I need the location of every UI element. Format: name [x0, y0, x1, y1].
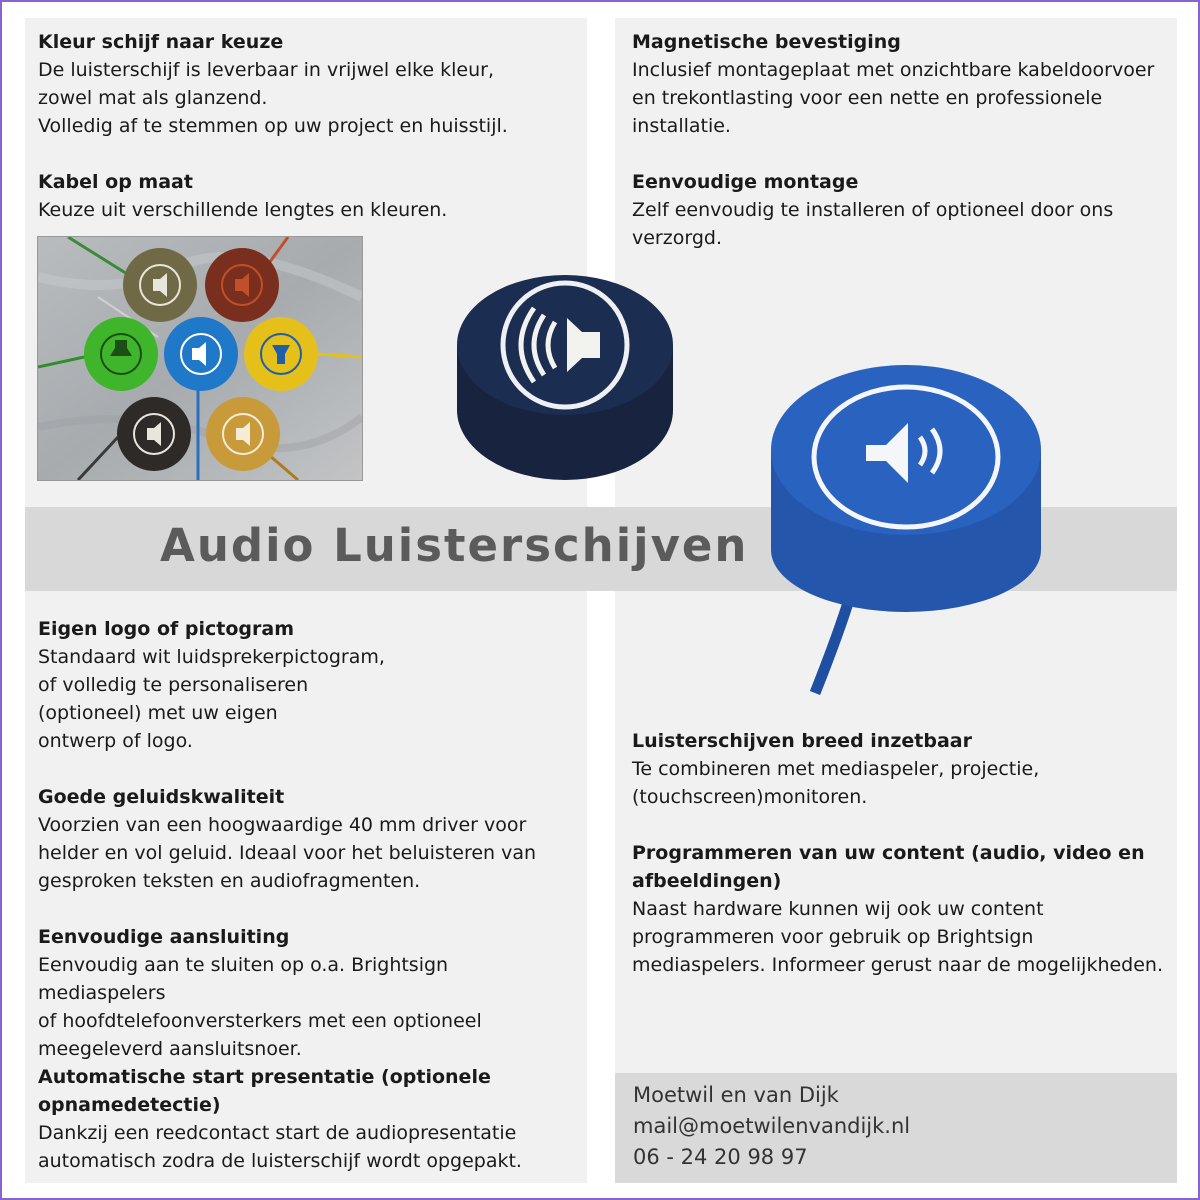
email-link[interactable]: mail@moetwilenvandijk.nl [633, 1114, 911, 1138]
company-name: Moetwil en van Dijk [633, 1083, 839, 1107]
section-logo [38, 615, 578, 755]
section-heading: Goede geluidskwaliteit [38, 786, 285, 808]
disc-blue [164, 317, 238, 391]
section-programmeren [632, 839, 1172, 979]
section-heading: Magnetische bevestiging [632, 31, 901, 53]
section-montage [632, 168, 1172, 252]
color-options-image [38, 237, 362, 480]
blue-disc-product-image [760, 345, 1050, 700]
section-text: Zelf eenvoudig te installeren of optioneel door ons verzorgd. [632, 199, 1114, 249]
disc-black [117, 397, 191, 471]
section-text: De luisterschijf is leverbaar in vrijwel elke kleur, zowel mat als glanzend. Volledig af te stemmen op uw project en huisstijl. [38, 59, 508, 137]
section-geluid [38, 783, 578, 895]
color-options-photo [37, 236, 363, 481]
section-kleur [38, 28, 578, 140]
section-text: Dankzij een reedcontact start de audiopresentatie automatisch zodra de luisterschijf wordt opgepakt. [38, 1122, 522, 1172]
section-heading: Automatische start presentatie (optionele opnamedetectie) [38, 1066, 491, 1116]
section-aansluiting [38, 923, 578, 1063]
section-text: Eenvoudig aan te sluiten op o.a. Brightsign mediaspelers of hoofdtelefoonversterkers met een optioneel meegeleverd aansluitsnoer. [38, 954, 482, 1060]
contact-info [633, 1080, 910, 1173]
disc-olive [123, 248, 197, 322]
dark-disc-product-image [450, 260, 680, 490]
section-heading: Eigen logo of pictogram [38, 618, 294, 640]
disc-red [205, 248, 279, 322]
disc-yellow [244, 317, 318, 391]
section-heading: Programmeren van uw content (audio, video en afbeeldingen) [632, 842, 1145, 892]
section-inzetbaar [632, 727, 1172, 811]
section-heading: Kleur schijf naar keuze [38, 31, 284, 53]
section-heading: Kabel op maat [38, 171, 193, 193]
disc-green [84, 317, 158, 391]
page-title: Audio Luisterschijven [160, 519, 749, 572]
section-automatisch [38, 1063, 578, 1175]
section-heading: Luisterschijven breed inzetbaar [632, 730, 972, 752]
section-heading: Eenvoudige aansluiting [38, 926, 290, 948]
section-text: Standaard wit luidsprekerpictogram, of volledig te personaliseren (optioneel) met uw eigen ontwerp of logo. [38, 646, 385, 752]
section-heading: Eenvoudige montage [632, 171, 859, 193]
section-kabel [38, 168, 578, 224]
section-text: Keuze uit verschillende lengtes en kleuren. [38, 199, 448, 221]
section-text: Inclusief montageplaat met onzichtbare kabeldoorvoer en trekontlasting voor een nette en professionele installatie. [632, 59, 1155, 137]
phone-number[interactable]: 06 - 24 20 98 97 [633, 1145, 808, 1169]
section-text: Naast hardware kunnen wij ook uw content programmeren voor gebruik op Brightsign mediaspelers. Informeer gerust naar de mogelijkheden. [632, 898, 1164, 976]
disc-ochre [206, 397, 280, 471]
section-magnetisch [632, 28, 1172, 140]
section-text: Te combineren met mediaspeler, projectie, (touchscreen)monitoren. [632, 758, 1040, 808]
section-text: Voorzien van een hoogwaardige 40 mm driver voor helder en vol geluid. Ideaal voor het beluisteren van gesproken teksten en audiofragmenten. [38, 814, 537, 892]
